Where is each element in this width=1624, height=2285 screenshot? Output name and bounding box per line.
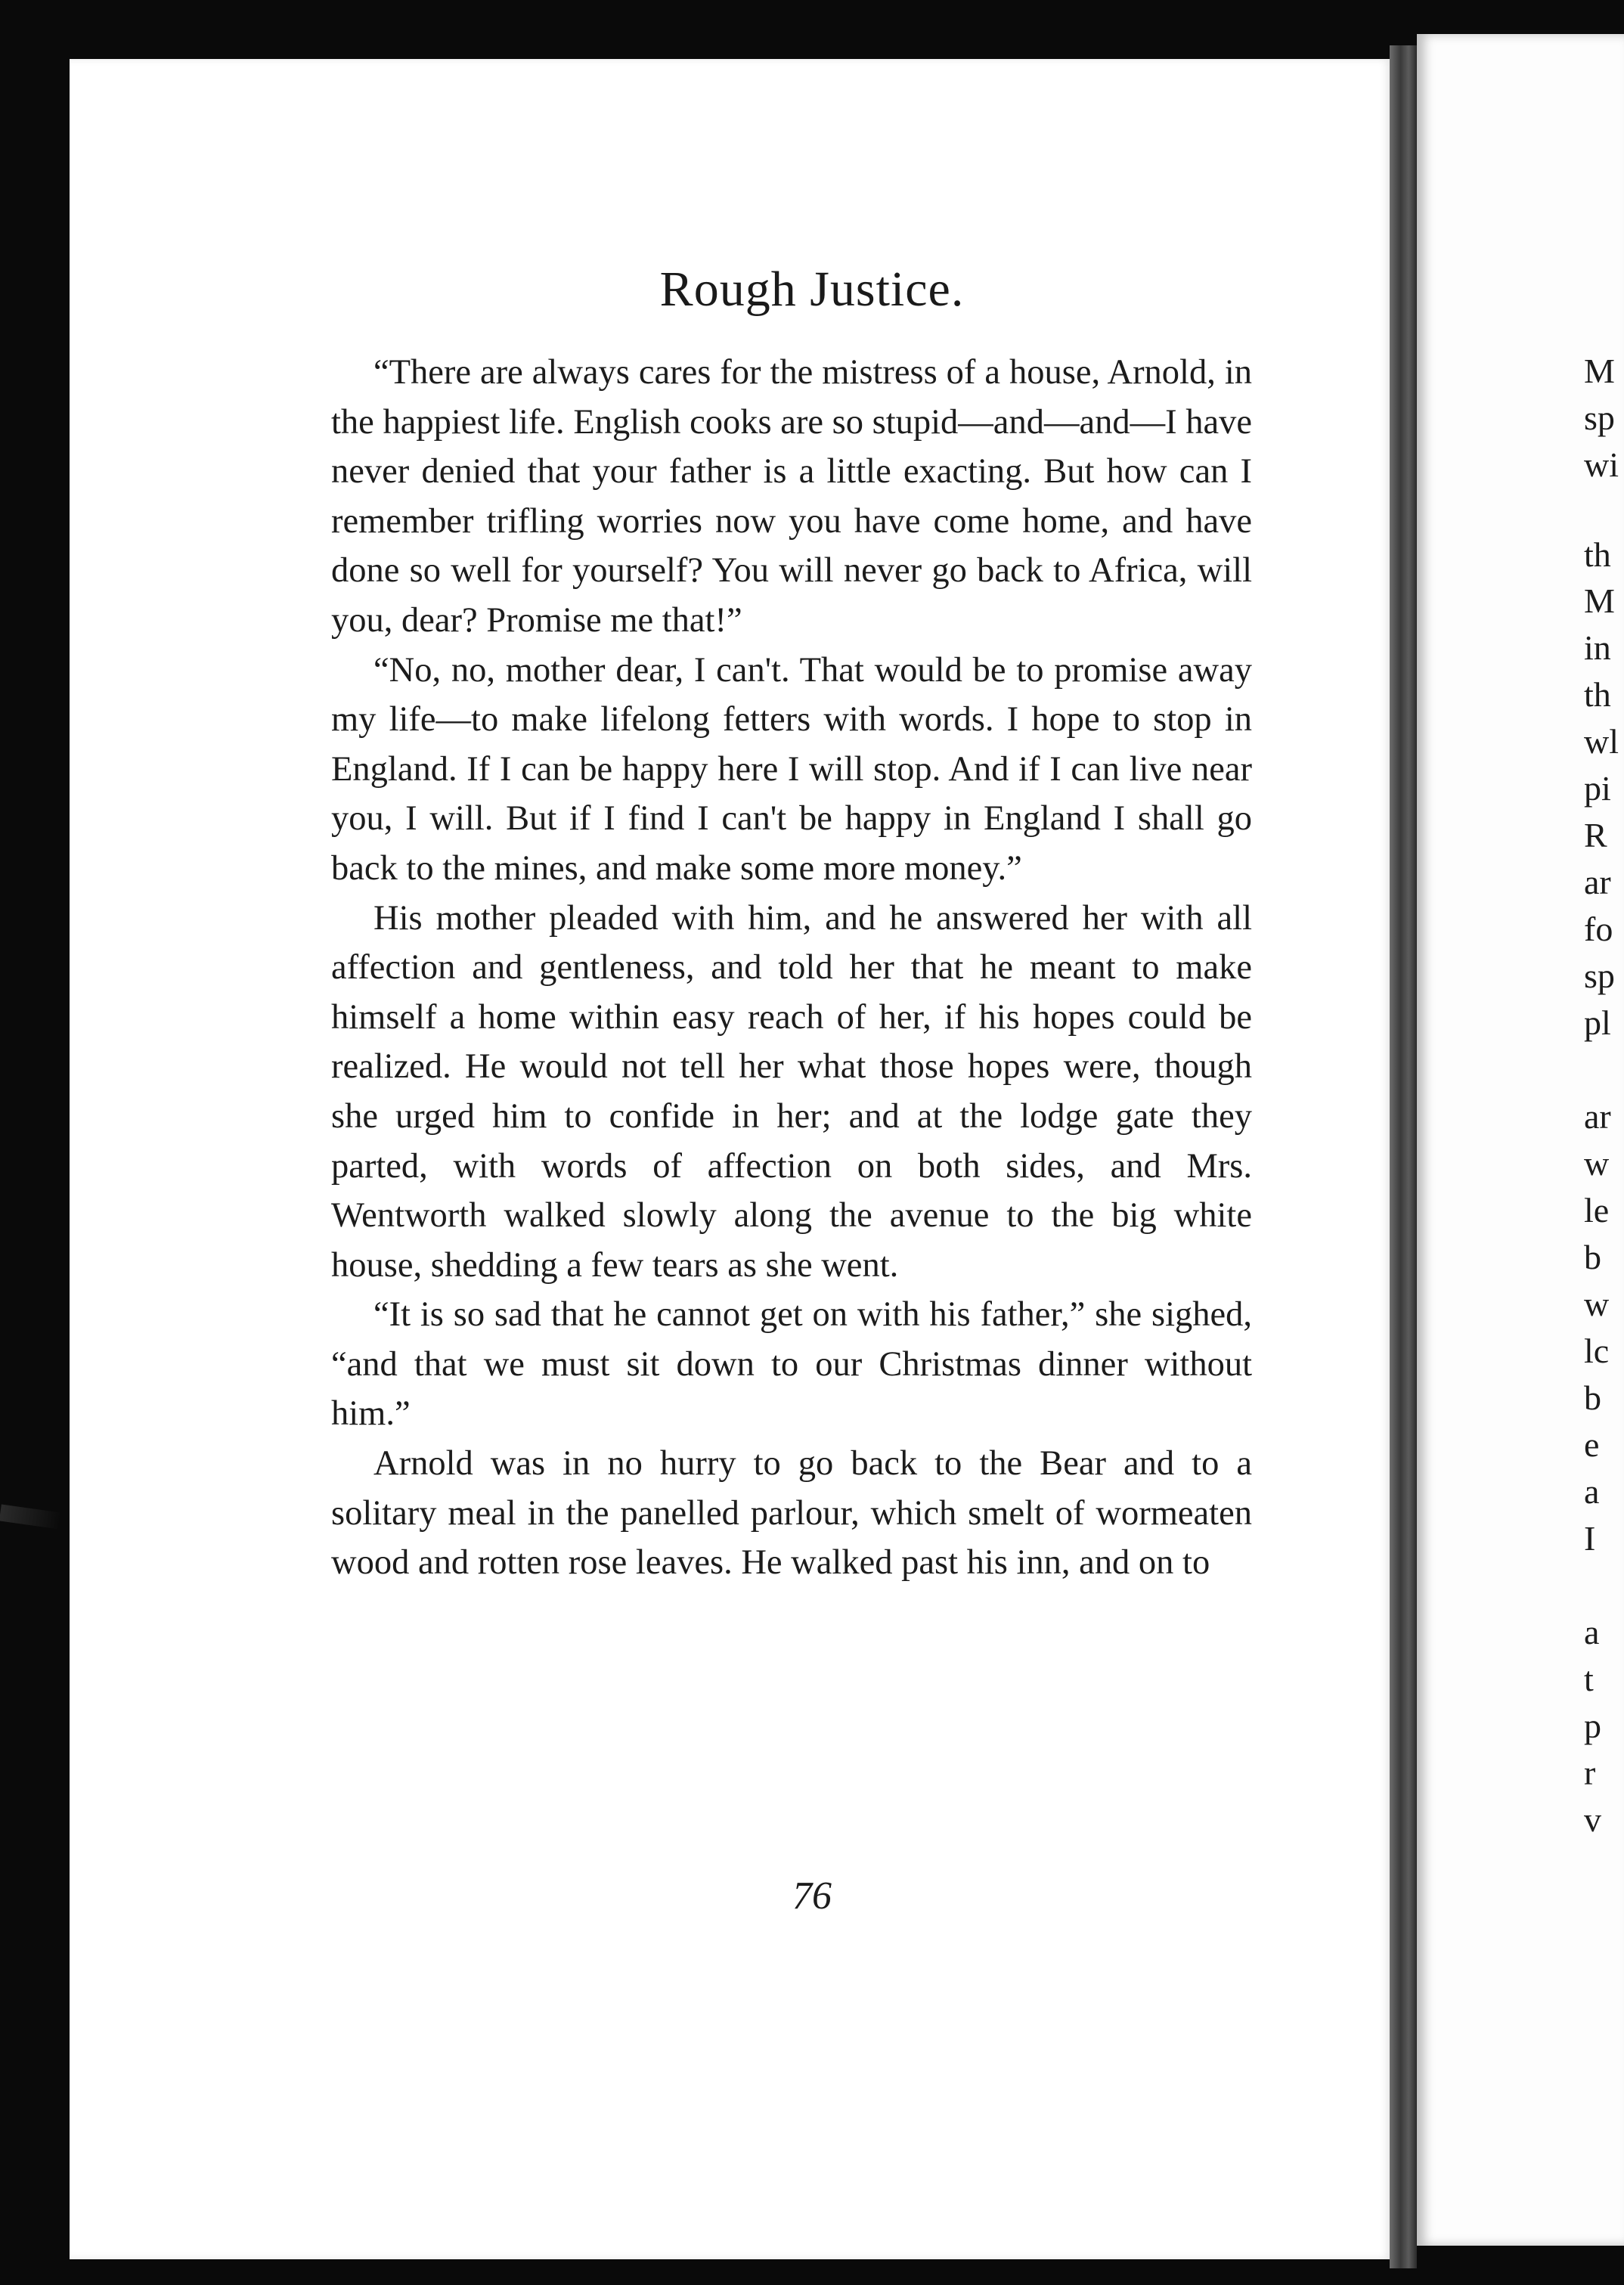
facing-fragment: e: [1584, 1425, 1600, 1464]
facing-fragment: R: [1584, 816, 1607, 854]
facing-fragment: I: [1584, 1519, 1596, 1558]
paragraph: His mother pleaded with him, and he answered her with all affection and gentleness, and told her that he meant to make himself a home within easy reach of her, if his hopes could be realized. He would not tell her what those hopes were, though she urged him to confide in her; and at the lodge gate they parted, with words of affection on both sides, and Mrs. Wentworth walked slowly along the avenue to the big white house, shedding a few tears as she went.: [331, 898, 1252, 1285]
paragraph: “It is so sad that he cannot get on with his father,” she sighed, “and that we must sit down to our Christmas dinner without him.”: [331, 1295, 1252, 1434]
facing-fragment: v: [1584, 1800, 1601, 1839]
facing-fragment: p: [1584, 1707, 1601, 1745]
facing-fragment: b: [1584, 1238, 1601, 1276]
paragraph: “There are always cares for the mistress of a house, Arnold, in the happiest life. English cooks are so stupid—and—and—I have never denied that your father is a little exacting. But how can I remember trifling worries now you have come home, and have done so well for yourself? You will never go back to Africa, will you, dear? Promise me that!”: [331, 353, 1252, 640]
facing-fragment: th: [1584, 535, 1611, 574]
facing-fragment: sp: [1584, 956, 1615, 995]
facing-fragment: ar: [1584, 863, 1611, 901]
running-head: Rough Justice.: [659, 262, 965, 317]
book-gutter: [1390, 45, 1417, 2268]
paragraph: “No, no, mother dear, I can't. That would be to promise away my life—to make lifelong fetters with words. I hope to stop in England. If I can be happy here I will stop. And if I can live near you, I will. But if I find I can't be happy in England I shall go back to the mines, and make some more money.”: [331, 650, 1252, 888]
facing-fragment: ar: [1584, 1097, 1611, 1136]
facing-fragment: wi: [1584, 445, 1619, 484]
facing-fragment: t: [1584, 1660, 1594, 1698]
page-number: 76: [792, 1874, 832, 1918]
facing-fragment: b: [1584, 1378, 1601, 1417]
facing-fragment: in: [1584, 628, 1611, 667]
facing-fragment: a: [1584, 1613, 1600, 1651]
facing-fragment: w: [1584, 1144, 1610, 1183]
facing-fragment: pi: [1584, 769, 1611, 808]
facing-fragment: pl: [1584, 1003, 1611, 1042]
facing-fragment: le: [1584, 1191, 1610, 1229]
scan-edge-mark: [0, 1505, 61, 1530]
facing-fragment: M: [1584, 352, 1615, 390]
paragraph: Arnold was in no hurry to go back to the Bear and to a solitary meal in the panelled parlour, which smelt of wormeaten wood and rotten rose leaves. He walked past his inn, and on to: [331, 1444, 1252, 1583]
facing-fragment: fo: [1584, 910, 1613, 948]
facing-fragment: w: [1584, 1285, 1610, 1323]
facing-fragment: sp: [1584, 398, 1615, 437]
facing-fragment: wl: [1584, 722, 1619, 761]
facing-fragment: a: [1584, 1472, 1600, 1511]
body-text: [331, 348, 1252, 1588]
facing-fragment: lc: [1584, 1332, 1610, 1370]
facing-fragment: th: [1584, 675, 1611, 714]
facing-fragment: M: [1584, 581, 1615, 620]
facing-fragment: r: [1584, 1753, 1596, 1792]
